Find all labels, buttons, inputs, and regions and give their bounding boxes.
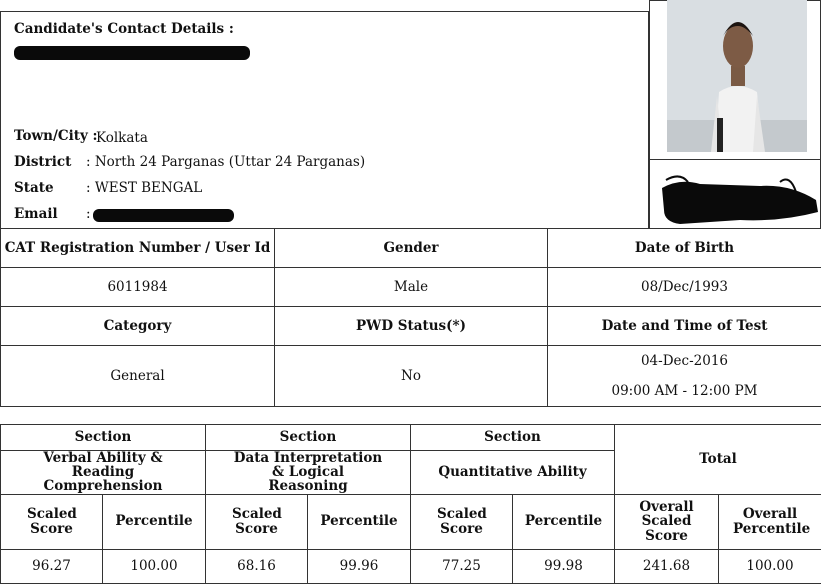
contact-details-box xyxy=(0,11,649,229)
section-name-qa: Quantitative Ability xyxy=(411,451,615,495)
total-header: Total xyxy=(615,425,821,495)
state-value: : WEST BENGAL xyxy=(86,180,203,196)
overall-percentile: 100.00 xyxy=(719,549,821,583)
candidate-info-table xyxy=(0,228,821,407)
contact-heading: Candidate's Contact Details : xyxy=(14,21,234,37)
dilr-scaled-score: 68.16 xyxy=(206,549,308,583)
section-name-varc: Verbal Ability & Reading Comprehension xyxy=(1,451,206,495)
percentile-header-3: Percentile xyxy=(513,494,615,549)
email-label: Email xyxy=(14,206,58,222)
varc-percentile: 100.00 xyxy=(103,549,206,583)
dob-header: Date of Birth xyxy=(548,229,821,268)
percentile-header-2: Percentile xyxy=(308,494,411,549)
reg-number-header: CAT Registration Number / User Id xyxy=(1,229,275,268)
address-redaction xyxy=(14,46,250,60)
email-redaction xyxy=(93,209,234,222)
percentile-header-1: Percentile xyxy=(103,494,206,549)
test-datetime-header: Date and Time of Test xyxy=(548,307,821,346)
candidate-photo xyxy=(667,0,807,152)
scaled-score-header-1: Scaled Score xyxy=(1,494,103,549)
gender-header: Gender xyxy=(275,229,548,268)
overall-percentile-header: Overall Percentile xyxy=(719,494,821,549)
signature-redaction xyxy=(660,170,820,228)
section-label-1: Section xyxy=(1,425,206,451)
category-header: Category xyxy=(1,307,275,346)
section-label-3: Section xyxy=(411,425,615,451)
town-label: Town/City : xyxy=(14,128,98,144)
email-value: : xyxy=(86,206,91,222)
test-datetime-value xyxy=(548,346,821,407)
scaled-score-header-2: Scaled Score xyxy=(206,494,308,549)
qa-scaled-score: 77.25 xyxy=(411,549,513,583)
scaled-score-header-3: Scaled Score xyxy=(411,494,513,549)
district-value: : North 24 Parganas (Uttar 24 Parganas) xyxy=(86,154,366,170)
town-value: Kolkata xyxy=(96,130,148,146)
test-time: 09:00 AM - 12:00 PM xyxy=(611,383,758,399)
dob-value: 08/Dec/1993 xyxy=(548,268,821,307)
dilr-percentile: 99.96 xyxy=(308,549,411,583)
overall-scaled-score: 241.68 xyxy=(615,549,719,583)
district-label: District xyxy=(14,154,72,170)
state-label: State xyxy=(14,180,54,196)
section-label-2: Section xyxy=(206,425,411,451)
reg-number-value: 6011984 xyxy=(1,268,275,307)
score-table xyxy=(0,424,821,584)
varc-scaled-score: 96.27 xyxy=(1,549,103,583)
qa-percentile: 99.98 xyxy=(513,549,615,583)
overall-scaled-header: Overall Scaled Score xyxy=(615,494,719,549)
gender-value: Male xyxy=(275,268,548,307)
category-value: General xyxy=(1,346,275,407)
section-name-dilr: Data Interpretation & Logical Reasoning xyxy=(206,451,411,495)
test-date: 04-Dec-2016 xyxy=(640,353,729,369)
pwd-header: PWD Status(*) xyxy=(275,307,548,346)
pwd-value: No xyxy=(275,346,548,407)
